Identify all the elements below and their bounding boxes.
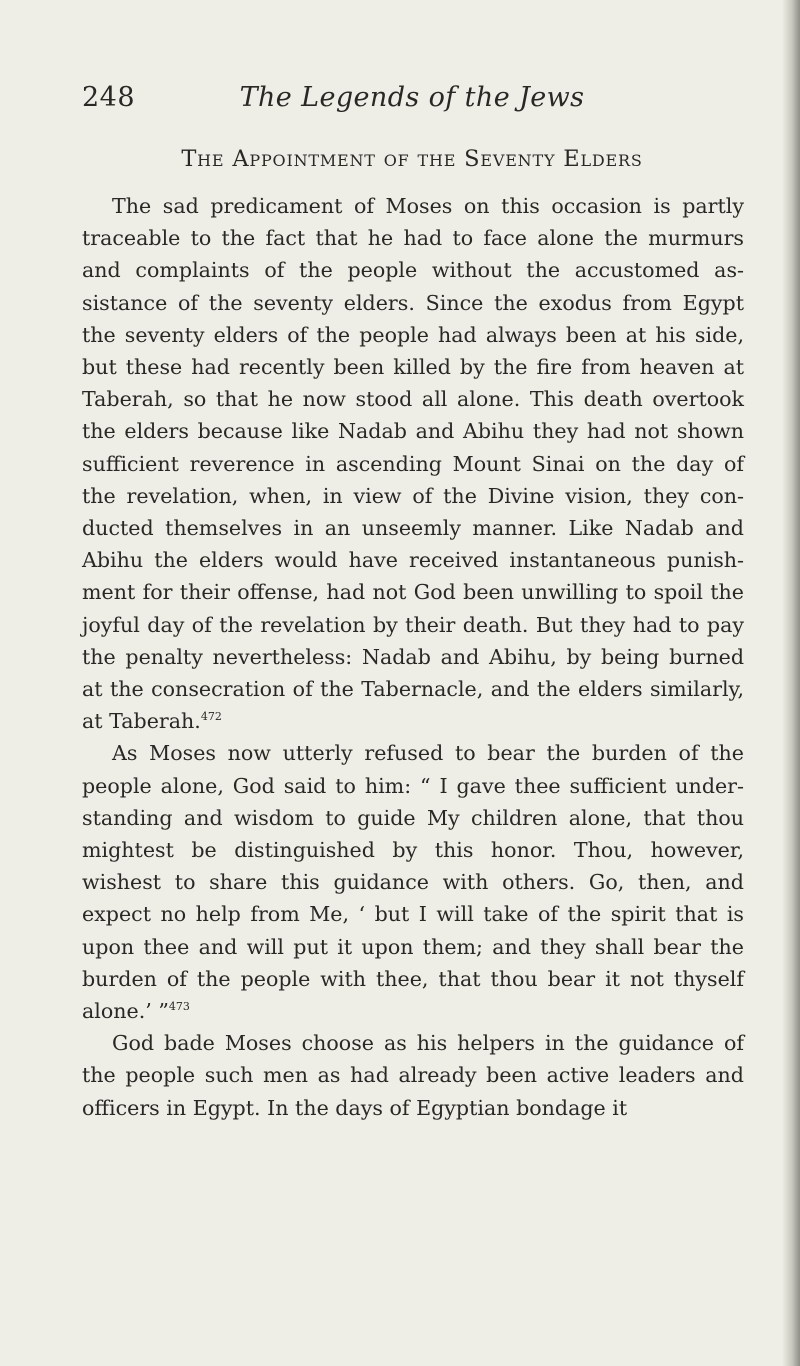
paragraph: [82, 190, 744, 737]
section-heading: The Appointment of the Seventy Elders: [181, 146, 643, 172]
page-header: [82, 82, 742, 122]
page-edge-shadow: [782, 0, 800, 1366]
note-reference: 472: [200, 710, 222, 724]
paragraph: [82, 1027, 744, 1124]
paragraph-text: God bade Moses choose as his helpers in the guidance of the people such men as had already been active leaders and officers in Egypt. In the days of Egyptian bondage it: [82, 1031, 744, 1120]
paragraph-text: As Moses now utterly refused to bear the burden of the people alone, God said to him: “ I gave thee sufficient understanding and wisdom to guide My children alone, that thou mightest be distinguished by this honor. Thou, however, wishest to share this guidance with others. Go, then, and expect no help from Me, ‘ but I will take of the spirit that is upon thee and will put it upon them; and they shall bear the burden of the people with thee, that thou bear it not thyself alone.’ ”: [82, 741, 744, 1024]
paragraph: [82, 737, 744, 1027]
note-reference: 473: [168, 1000, 190, 1014]
paragraph-text: The sad predicament of Moses on this occasion is partly traceable to the fact that he had to face alone the murmurs and complaints of the people without the accustomed assistance of the seventy elders. Since the exodus from Egypt the seventy elders of the people had always been at his side, but these had recently been killed by the fire from heaven at Taberah, so that he now stood all alone. This death overtook the elders because like Nadab and Abihu they had not shown sufficient reverence in ascending Mount Sinai on the day of the revelation, when, in view of the Divine vision, they conducted themselves in an unseemly manner. Like Nadab and Abihu the elders would have received instantaneous punishment for their offense, had not God been unwilling to spoil the joyful day of the revelation by their death. But they had to pay the penalty nevertheless: Nadab and Abihu, by being burned at the consecration of the Tabernacle, and the elders similarly, at Taberah.: [82, 194, 744, 734]
page-number: 248: [82, 82, 136, 113]
body-text: [82, 190, 744, 1124]
running-title: The Legends of the Jews: [239, 82, 585, 113]
